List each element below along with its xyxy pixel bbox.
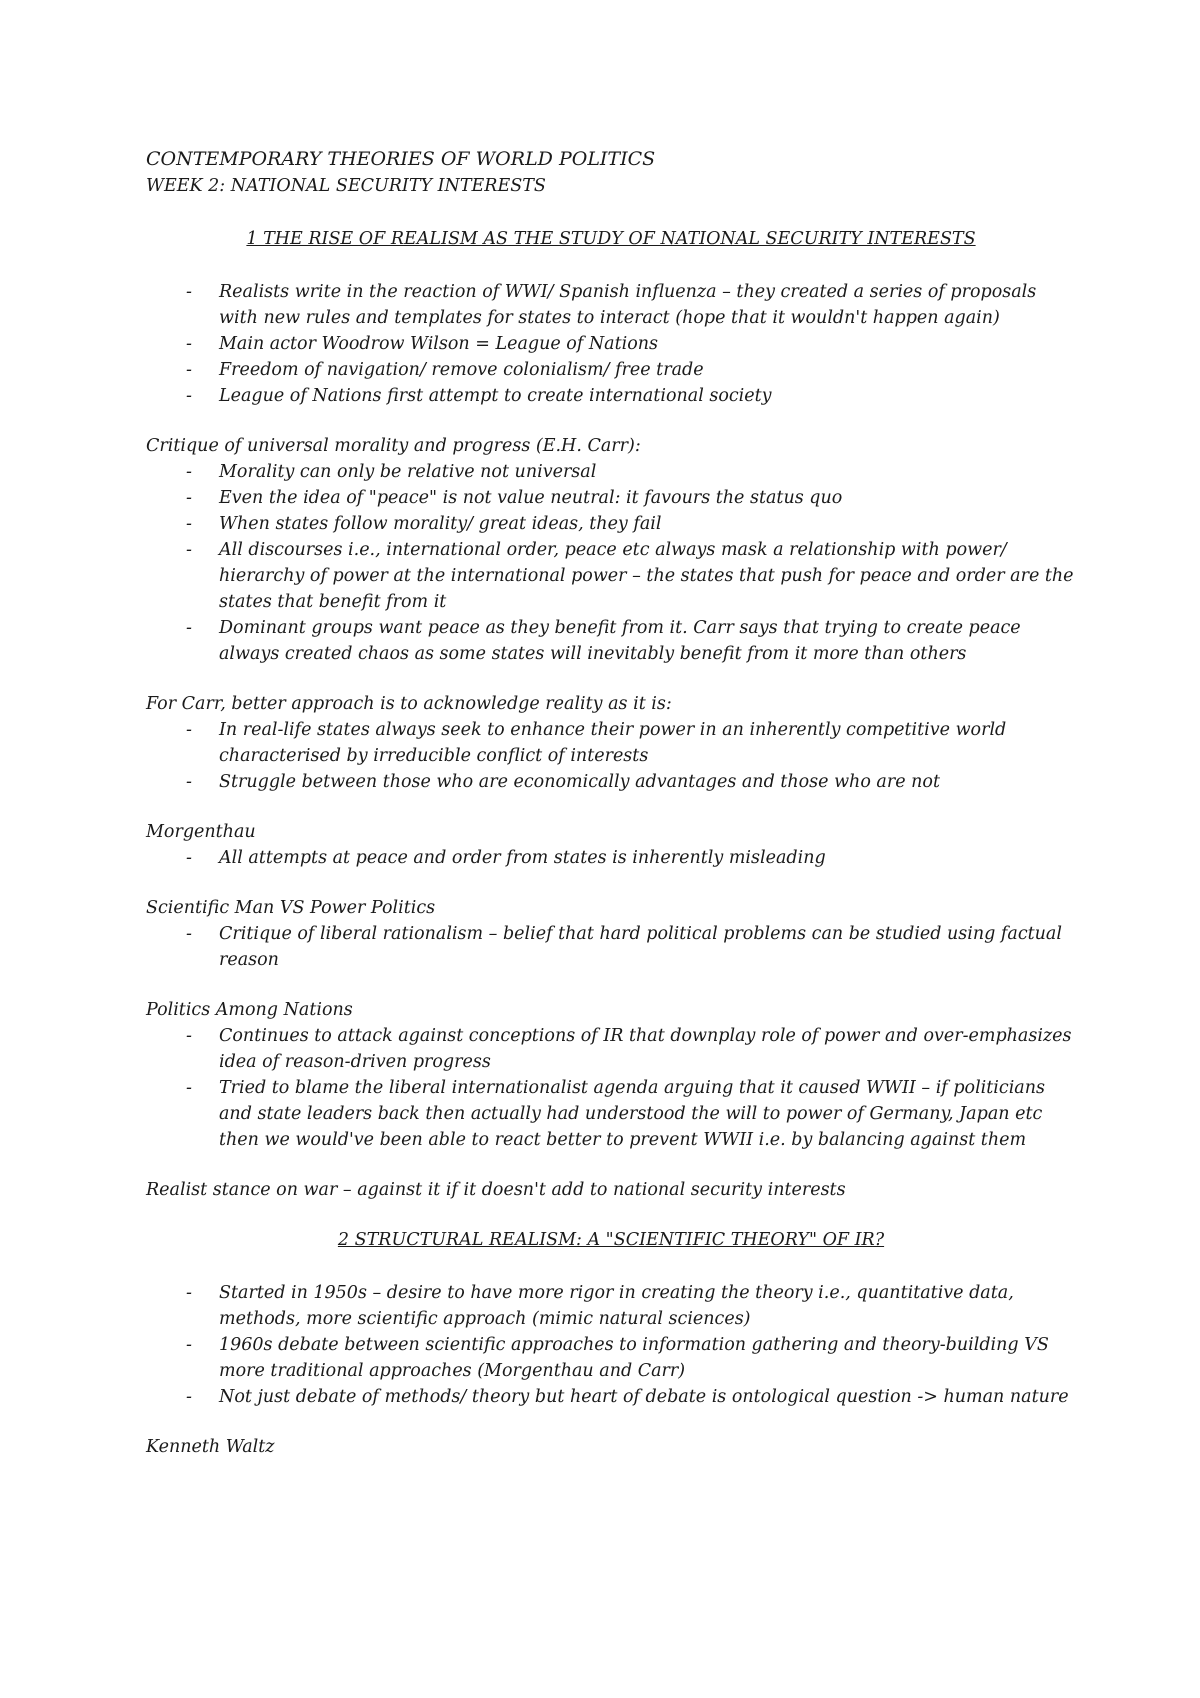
list-item: - Started in 1950s – desire to have more rigor in creating the theory i.e., quantitative data, methods, more scientific approach (mimic natural sciences) <box>146 1280 1076 1332</box>
critique-heading: Critique of universal morality and progress (E.H. Carr): <box>146 436 641 456</box>
list-item: - Morality can only be relative not universal <box>146 459 1076 485</box>
scientific-man-list <box>146 921 1076 973</box>
scientific-man-heading: Scientific Man VS Power Politics <box>146 898 436 918</box>
section-heading-1: 1 THE RISE OF REALISM AS THE STUDY OF NATIONAL SECURITY INTERESTS <box>246 229 976 249</box>
list-item: - In real-life states always seek to enhance their power in an inherently competitive world characterised by irreducible conflict of interests <box>146 717 1076 769</box>
list-item: - Main actor Woodrow Wilson = League of Nations <box>146 331 1076 357</box>
list-item: - Tried to blame the liberal internationalist agenda arguing that it caused WWII – if politicians and state leaders back then actually had understood the will to power of Germany, Japan etc then we would've been able to react better to prevent WWII i.e. by balancing against them <box>146 1075 1076 1153</box>
critique-list <box>146 459 1076 667</box>
list-item: - Struggle between those who are economically advantages and those who are not <box>146 769 1076 795</box>
list-item: - Even the idea of "peace" is not value neutral: it favours the status quo <box>146 485 1076 511</box>
section-heading-2: 2 STRUCTURAL REALISM: A "SCIENTIFIC THEORY" OF IR? <box>337 1230 885 1250</box>
list-item: - Critique of liberal rationalism – belief that hard political problems can be studied using factual reason <box>146 921 1076 973</box>
carr-list <box>146 717 1076 795</box>
morgenthau-heading: Morgenthau <box>146 822 256 842</box>
morgenthau-list <box>146 845 1076 871</box>
list-item: - All discourses i.e., international order, peace etc always mask a relationship with power/ hierarchy of power at the international power – the states that push for peace and order are the states that benefit from it <box>146 537 1076 615</box>
waltz-heading: Kenneth Waltz <box>146 1437 275 1457</box>
list-item: - League of Nations first attempt to create international society <box>146 383 1076 409</box>
politics-among-nations-heading: Politics Among Nations <box>146 1000 353 1020</box>
list-item: - 1960s debate between scientific approaches to information gathering and theory-building VS more traditional approaches (Morgenthau and Carr) <box>146 1332 1076 1384</box>
list-item: - Continues to attack against conceptions of IR that downplay role of power and over-emphasizes idea of reason-driven progress <box>146 1023 1076 1075</box>
document-title: CONTEMPORARY THEORIES OF WORLD POLITICS <box>146 148 656 170</box>
section1-list <box>146 279 1076 409</box>
document-subtitle: WEEK 2: NATIONAL SECURITY INTERESTS <box>146 176 546 196</box>
list-item: - Realists write in the reaction of WWI/ Spanish influenza – they created a series of proposals with new rules and templates for states to interact (hope that it wouldn't happen again) <box>146 279 1076 331</box>
section2-list <box>146 1280 1076 1410</box>
list-item: - Freedom of navigation/ remove colonialism/ free trade <box>146 357 1076 383</box>
list-item: - Dominant groups want peace as they benefit from it. Carr says that trying to create peace always created chaos as some states will inevitably benefit from it more than others <box>146 615 1076 667</box>
list-item: - Not just debate of methods/ theory but heart of debate is ontological question -> human nature <box>146 1384 1076 1410</box>
list-item: - All attempts at peace and order from states is inherently misleading <box>146 845 1076 871</box>
politics-among-list <box>146 1023 1076 1153</box>
document-page <box>146 145 1076 1460</box>
realist-stance: Realist stance on war – against it if it doesn't add to national security interests <box>146 1180 846 1200</box>
list-item: - When states follow morality/ great ideas, they fail <box>146 511 1076 537</box>
carr-heading: For Carr, better approach is to acknowledge reality as it is: <box>146 694 672 714</box>
